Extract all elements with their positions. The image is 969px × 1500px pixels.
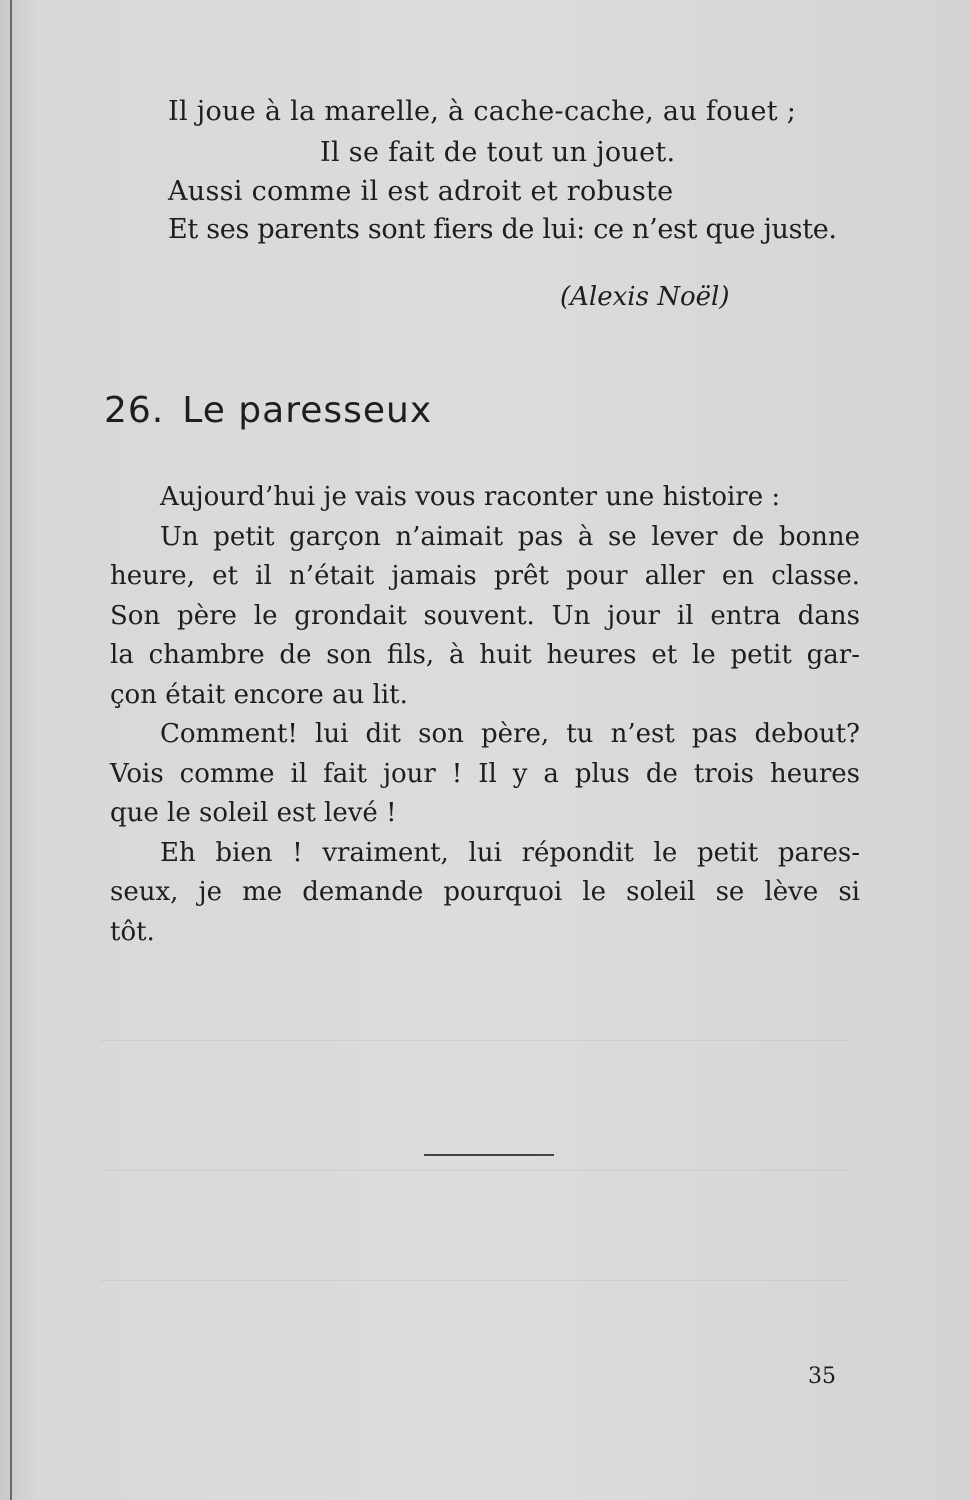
poem-line: Il joue à la marelle, à cache-cache, au fouet ;: [168, 96, 797, 127]
section-title: Le paresseux: [182, 390, 433, 431]
page-gutter-edge: [10, 0, 12, 1500]
prose-line: Aujourd’hui je vais vous raconter une histoire :: [160, 482, 781, 512]
poem-attribution: (Alexis Noël): [560, 282, 730, 312]
bleed-through-staff: [100, 1280, 850, 1281]
section-heading: [104, 390, 432, 431]
prose-line: seux, je me demande pourquoi le soleil se lève si: [110, 877, 860, 907]
section-number: 26.: [104, 390, 165, 431]
prose-line: Eh bien ! vraiment, lui répondit le petit pares-: [160, 837, 860, 868]
prose-line: çon était encore au lit.: [110, 679, 408, 710]
poem-line: Il se fait de tout un jouet.: [320, 137, 676, 168]
prose-line: heure, et il n’était jamais prêt pour aller en classe.: [110, 561, 860, 591]
prose-line: tôt.: [110, 916, 155, 947]
page-number: 35: [808, 1364, 836, 1389]
bleed-through-staff: [100, 1040, 850, 1041]
prose-line: la chambre de son fils, à huit heures et le petit gar-: [110, 640, 860, 670]
prose-line: Comment! lui dit son père, tu n’est pas debout?: [160, 719, 860, 749]
prose-line: Vois comme il fait jour ! Il y a plus de trois heures: [110, 758, 860, 789]
prose-line: Un petit garçon n’aimait pas à se lever de bonne: [160, 521, 860, 552]
poem-line: Aussi comme il est adroit et robuste: [168, 176, 674, 207]
prose-line: que le soleil est levé !: [110, 798, 397, 828]
poem-line: Et ses parents sont fiers de lui: ce n’est que juste.: [168, 214, 837, 245]
bleed-through-staff: [100, 1170, 850, 1171]
story-text: [110, 478, 860, 952]
section-divider: [424, 1154, 554, 1156]
prose-line: Son père le grondait souvent. Un jour il entra dans: [110, 600, 860, 631]
